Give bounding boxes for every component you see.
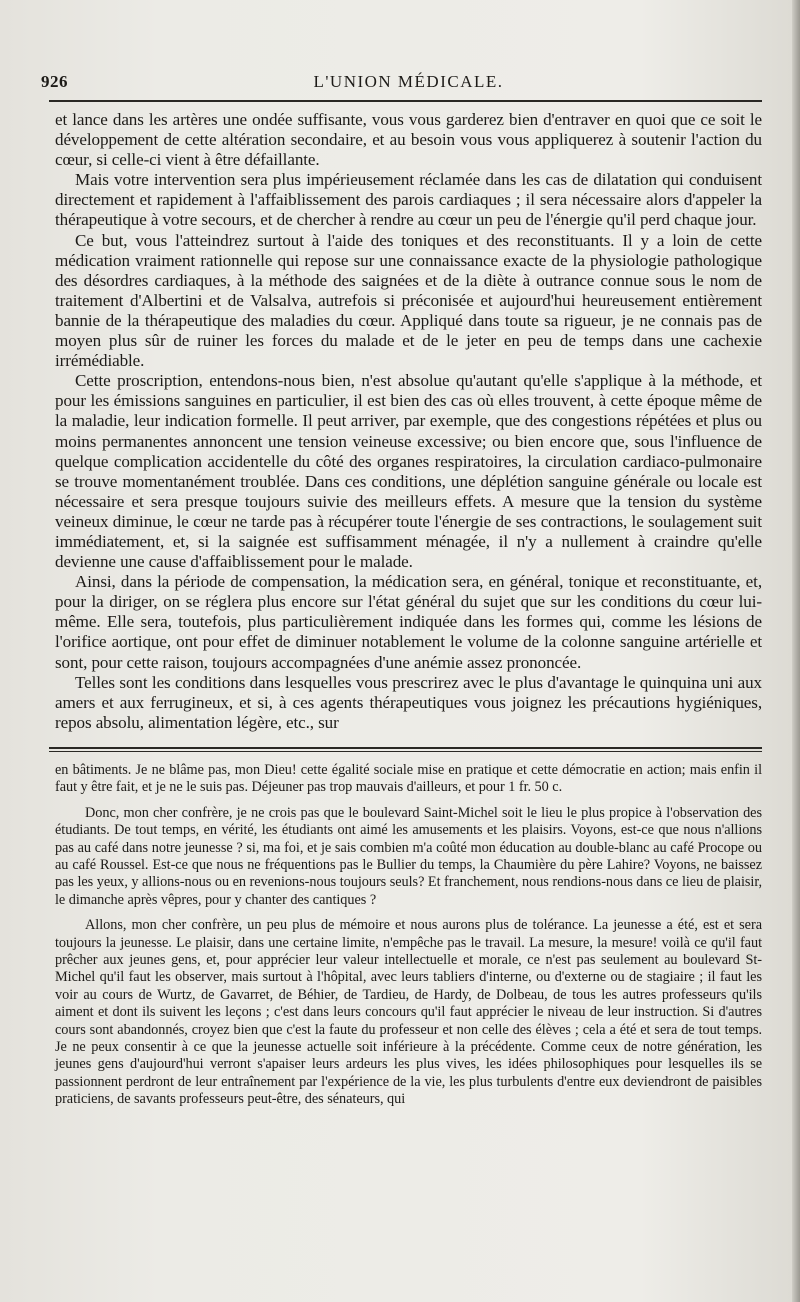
- main-paragraph: Ainsi, dans la période de compensation, la médication sera, en général, tonique et reconstituante, et, pour la diriger, on se réglera plus encore sur l'état général du sujet que sur les conditions du cœur lui-même. Elle sera, toutefois, plus particulièrement indiquée dans les formes qui, comme les lésions de l'orifice aortique, ont pour effet de diminuer notablement le volume de la colonne sanguine artérielle et sont, pour cette raison, toujours accompagnées d'une anémie assez prononcée.: [55, 572, 762, 672]
- journal-title: L'UNION MÉDICALE.: [313, 72, 504, 91]
- feuilleton-section: [55, 762, 762, 1109]
- main-paragraph: Cette proscription, entendons-nous bien, n'est absolue qu'autant qu'elle s'applique à la méthode, et pour les émissions sanguines en particulier, il est bien des cas où elles trouvent, à cette époque même de la maladie, leur indication formelle. Il peut arriver, par exemple, que des congestions répétées et plus ou moins permanentes annoncent une tension veineuse excessive; ou bien encore que, sous l'influence de quelque complication accidentelle du côté des organes respiratoires, la circulation cardiaco-pulmonaire se trouve momentanément troublée. Dans ces conditions, une déplétion sanguine générale ou locale est nécessaire et sera presque toujours suivie des meilleurs effets. A mesure que la tension du système veineux diminue, le cœur ne tarde pas à récupérer toute l'énergie de ses contractions, le soulagement suit immédiatement, et, si la saignée est suffisamment ménagée, il n'y a nullement à craindre qu'elle devienne une cause d'affaiblissement pour le malade.: [55, 371, 762, 572]
- main-paragraph: et lance dans les artères une ondée suffisante, vous vous garderez bien d'entraver en quoi que ce soit le développement de cette altération secondaire, et au besoin vous vous appliquerez à soutenir l'action du cœur, si celle-ci vient à être défaillante.: [55, 110, 762, 170]
- main-paragraph: Ce but, vous l'atteindrez surtout à l'aide des toniques et des reconstituants. Il y a loin de cette médication vraiment rationnelle qui repose sur une connaissance exacte de la physiologie pathologique des désordres cardiaques, à la méthode des saignées et de la diète à outrance connue sous le nom de traitement d'Albertini et de Valsalva, autrefois si préconisée et aujourd'hui heureusement entièrement bannie de la thérapeutique des maladies du cœur. Appliqué dans toute sa rigueur, je ne connais pas de moyen plus sûr de ruiner les forces du malade et de le jeter en peu de temps dans une cachexie irrémédiable.: [55, 230, 762, 371]
- main-article: [55, 110, 762, 733]
- main-paragraph: Mais votre intervention sera plus impérieusement réclamée dans les cas de dilatation qui conduisent directement et rapidement à l'affaiblissement des parois cardiaques ; il sera nécessaire alors d'appeler la thérapeutique à votre secours, et de chercher à rendre au cœur un peu de l'énergie qu'il perd chaque jour.: [55, 170, 762, 230]
- feuilleton-paragraph: en bâtiments. Je ne blâme pas, mon Dieu! cette égalité sociale mise en pratique et cette démocratie en action; mais enfin il faut y être fait, et je ne le suis pas. Déjeuner pas trop mauvais d'ailleurs, et pour 1 fr. 50 c.: [55, 761, 762, 796]
- feuilleton-paragraph: Donc, mon cher confrère, je ne crois pas que le boulevard Saint-Michel soit le lieu le plus propice à l'observation des étudiants. De tout temps, en vérité, les étudiants ont aimé les amusements et les plaisirs. Voyons, est-ce que nous n'allions pas au café dans notre jeunesse ? si, ma foi, et je sais combien m'a coûté mon éducation au double-blanc au café Procope ou au café Roussel. Est-ce que nous ne fréquentions pas le Bullier du temps, la Chaumière du père Lahire? Voyons, ne baissez pas les yeux, y allions-nous ou en revenions-nous toujours seuls? Et franchement, nous rendions-nous dans ce lieu de plaisir, le dimanche après vêpres, pour y chanter des cantiques ?: [55, 804, 762, 908]
- feuilleton-divider: [49, 747, 762, 752]
- main-paragraph: Telles sont les conditions dans lesquelles vous prescrirez avec le plus d'avantage le quinquina uni aux amers et aux ferrugineux, et si, à ces agents thérapeutiques vous joignez les précautions hygiéniques, repos absolu, alimentation légère, etc., sur: [55, 672, 762, 732]
- page-header: [41, 66, 762, 100]
- feuilleton-paragraph: Allons, mon cher confrère, un peu plus de mémoire et nous aurons plus de tolérance. La jeunesse a été, est et sera toujours la jeunesse. Le plaisir, dans une certaine limite, n'empêche pas le travail. La mesure, la mesure! voilà ce qu'il faut prêcher aux jeunes gens, et, pour apprécier leur valeur intellectuelle et morale, ce n'est pas seulement au boulevard St-Michel qu'il faut les observer, mais surtout à l'hôpital, avec leurs tabliers d'interne, ou d'externe ou de stagiaire ; il faut les voir au cours de Wurtz, de Gavarret, de Béhier, de Tardieu, de Hardy, de Dolbeau, de tous les autres professeurs qu'ils aiment et dont ils suivent les leçons ; c'est dans leurs concours qu'il faut apprécier le niveau de leur instruction. Si d'autres cours sont abandonnés, croyez bien que c'est la faute du professeur et non celle des élèves ; cela a été et sera de tout temps. Je ne peux consentir à ce que la jeunesse actuelle soit inférieure à la précédente. Comme ceux de notre génération, les jeunes gens d'aujourd'hui verront s'apaiser leurs ardeurs les plus vives, les idées philosophiques pour lesquelles ils se passionnent perdront de leur entraînement par l'expérience de la vie, les plus turbulents d'entre eux deviendront de paisibles praticiens, de savants professeurs peut-être, des sénateurs, qui: [55, 917, 762, 1108]
- page-number: 926: [41, 72, 68, 91]
- page-edge: [792, 0, 800, 1302]
- header-rule: [49, 100, 762, 102]
